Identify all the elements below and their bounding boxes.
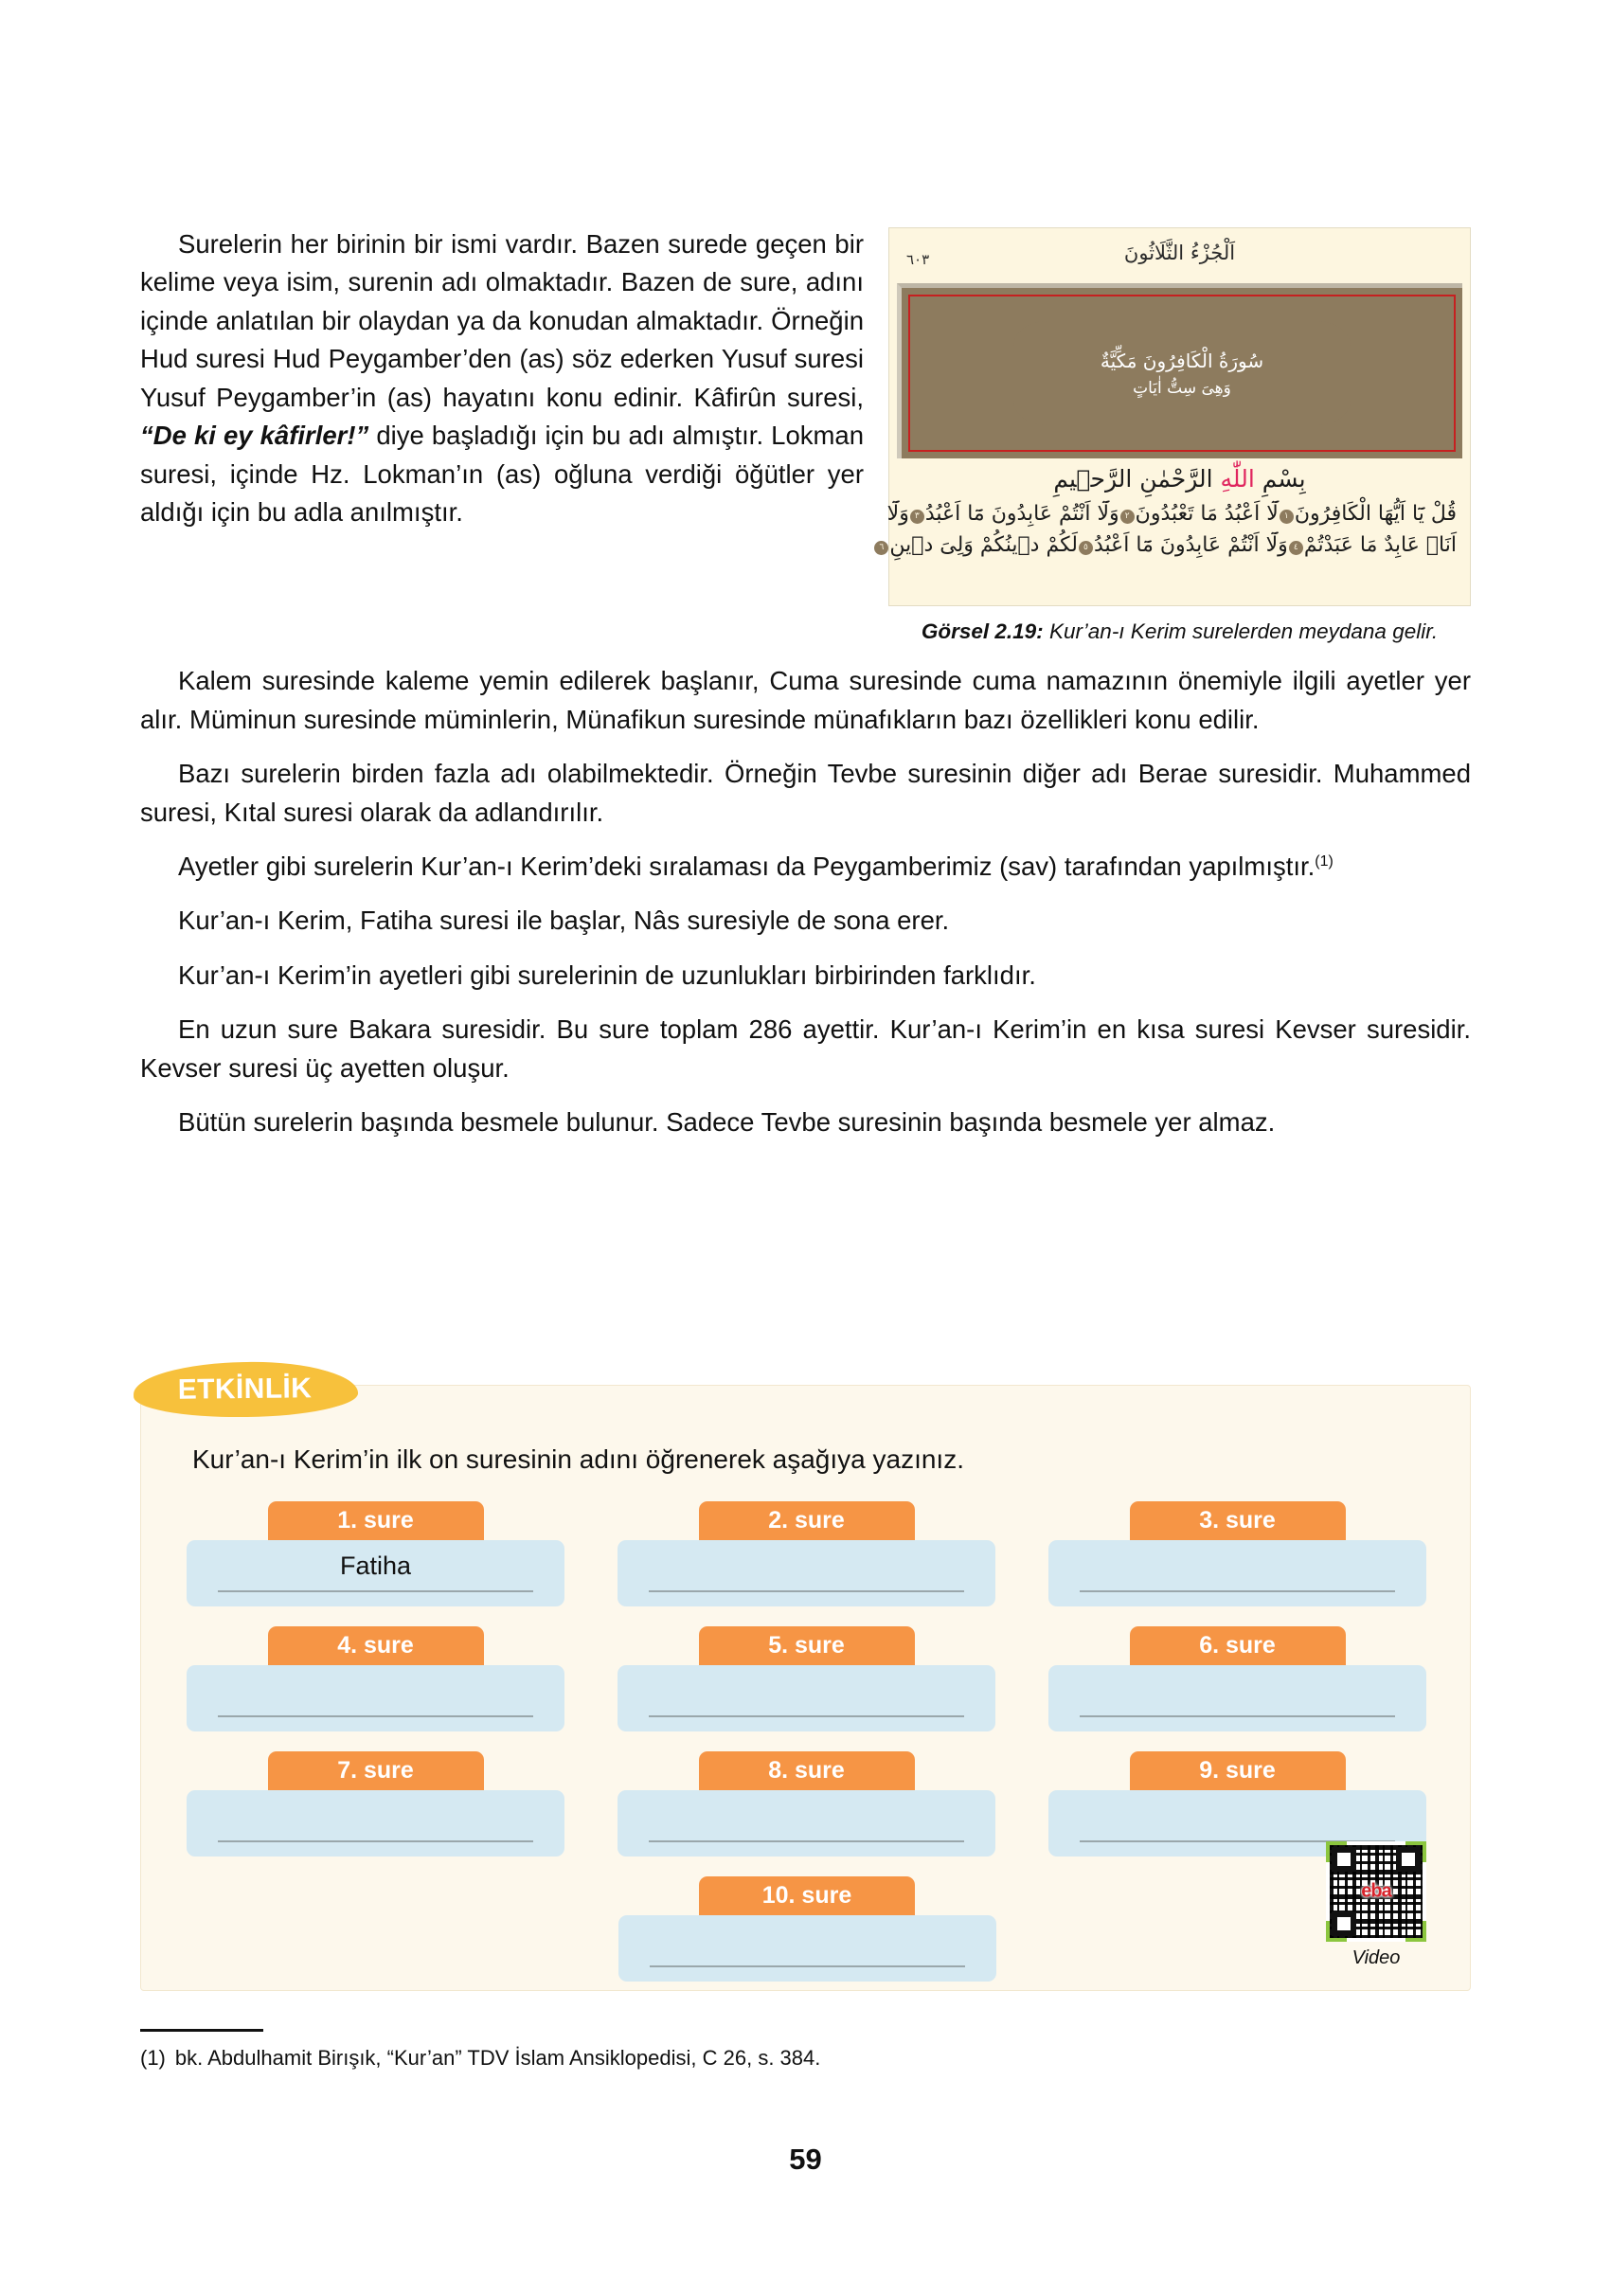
ayet-marker-4: ٤ bbox=[1289, 541, 1303, 555]
sure-input-2[interactable] bbox=[618, 1540, 995, 1606]
activity-instruction: Kur’an-ı Kerim’in ilk on suresinin adını öğrenerek aşağıya yazınız. bbox=[192, 1444, 964, 1474]
ayet-5: وَلَٓا اَنْتُمْ عَابِدُونَ مَٓا اَعْبُدُ bbox=[1093, 533, 1288, 557]
quran-ayet-row-1 bbox=[886, 502, 1457, 526]
qr-caption: Video bbox=[1351, 1947, 1401, 1968]
sure-tab-2 bbox=[699, 1501, 915, 1540]
eba-logo: eba bbox=[1361, 1880, 1391, 1902]
sure-input-10[interactable] bbox=[618, 1915, 996, 1982]
quran-ayet-row-2 bbox=[879, 533, 1457, 557]
sure-tab-6 bbox=[1130, 1626, 1346, 1665]
footnote-ref-1: (1) bbox=[1315, 852, 1334, 870]
paragraph-6: Kur’an-ı Kerim’in ayetleri gibi surelerinin de uzunlukları birbirinden farklıdır. bbox=[178, 960, 1036, 990]
quran-text-body bbox=[879, 465, 1457, 601]
ayet-3: وَلَٓا اَنْتُمْ عَابِدُونَ مَٓا اَعْبُدُ bbox=[924, 502, 1119, 526]
sure-tab-label-9: 9. sure bbox=[1199, 1757, 1276, 1784]
activity-box bbox=[140, 1372, 1471, 1991]
quran-cartouche bbox=[1013, 321, 1351, 425]
basmala-part-2: الرَّحْمٰنِ الرَّحٖيمِ bbox=[1053, 465, 1221, 493]
quran-page-image bbox=[879, 227, 1471, 606]
figure-caption-text: Kur’an-ı Kerim surelerden meydana gelir. bbox=[1043, 619, 1439, 643]
sure-tab-label-8: 8. sure bbox=[768, 1757, 845, 1784]
sure-tab-label-5: 5. sure bbox=[768, 1632, 845, 1659]
qr-block bbox=[1326, 1841, 1426, 1969]
quran-basmala bbox=[903, 465, 1457, 493]
sure-input-8[interactable] bbox=[618, 1790, 995, 1857]
paragraph-1-quote: “De ki ey kâfirler!” bbox=[140, 421, 369, 451]
figure-caption-label: Görsel 2.19: bbox=[921, 619, 1044, 643]
footnote-marker: (1) bbox=[140, 2046, 166, 2070]
sure-tab-label-10: 10. sure bbox=[761, 1882, 852, 1909]
sure-grid-row-4 bbox=[187, 1876, 1427, 1982]
basmala-part-1: بِسْمِ bbox=[1254, 465, 1306, 493]
sure-input-4[interactable] bbox=[187, 1665, 564, 1731]
sure-grid-row-1 bbox=[187, 1501, 1427, 1606]
sure-grid-row-3 bbox=[187, 1751, 1427, 1857]
sure-answer-1: Fatiha bbox=[339, 1551, 412, 1580]
sure-input-7[interactable] bbox=[187, 1790, 564, 1857]
quran-sure-title: سُورَةُ الْكَافِرُونَ مَكِّيَّةٌ bbox=[1100, 349, 1264, 372]
ayet-3-tail: وَلَٓا bbox=[886, 502, 909, 526]
ayet-1: قُلْ يَٓا اَيُّهَا الْكَافِرُونَ bbox=[1294, 502, 1457, 526]
quran-sure-frame bbox=[897, 283, 1462, 458]
ayet-marker-6: ٦ bbox=[874, 541, 888, 555]
top-section bbox=[140, 225, 1471, 1157]
paragraph-1-part-a: Surelerin her birinin bir ismi vardır. Bazen surede geçen bir kelime veya isim, surenin adı olmaktadır. Bazen de sure, adını içinde anlatılan bir olaydan ya da konudan almaktadır. Örneğin Hud suresi Hud Peygamber’den (as) söz ederken Yusuf suresi Yusuf Peygamber’in (as) hayatını konu edinir. Kâfirûn suresi, bbox=[140, 229, 864, 412]
ayet-6: لَكُمْ دٖينُكُمْ وَلِىَ دٖينِ bbox=[889, 533, 1078, 557]
page-number: 59 bbox=[789, 2143, 822, 2176]
sure-tab-9 bbox=[1130, 1751, 1346, 1790]
qr-corner-bottom-left bbox=[1326, 1921, 1347, 1942]
sure-input-1[interactable] bbox=[187, 1540, 564, 1606]
sure-cell-6 bbox=[1048, 1626, 1426, 1731]
sure-cell-7 bbox=[187, 1751, 564, 1857]
qr-corner-top-left bbox=[1326, 1841, 1347, 1862]
quran-header bbox=[889, 234, 1470, 281]
paragraph-7: En uzun sure Bakara suresidir. Bu sure toplam 286 ayettir. Kur’an-ı Kerim’in en kısa suresi Kevser suresidir. Kevser suresi üç ayetten oluşur. bbox=[140, 1014, 1471, 1083]
sure-input-5[interactable] bbox=[618, 1665, 995, 1731]
ayet-2: لَٓا اَعْبُدُ مَا تَعْبُدُونَ bbox=[1135, 502, 1279, 526]
paragraph-1-part-b: diye başladığı için bu adı almıştır. Lokman suresi, içinde Hz. Lokman’ın (as) oğluna verdiği öğütler yer aldığı için bu adla anılmıştır. bbox=[140, 421, 864, 527]
body-paragraphs bbox=[140, 662, 1471, 1141]
paragraph-4-text: Ayetler gibi surelerin Kur’an-ı Kerim’deki sıralaması da Peygamberimiz (sav) tarafından yapılmıştır. bbox=[178, 851, 1316, 881]
activity-badge-label: ETKİNLİK bbox=[177, 1372, 313, 1406]
sure-tab-8 bbox=[699, 1751, 915, 1790]
sure-cell-5 bbox=[618, 1626, 995, 1731]
basmala-allah: اللّٰهِ bbox=[1220, 465, 1255, 493]
sure-cell-8 bbox=[618, 1751, 995, 1857]
figure-caption bbox=[888, 618, 1471, 645]
sure-tab-1 bbox=[268, 1501, 484, 1540]
sure-tab-label-7: 7. sure bbox=[337, 1757, 414, 1784]
sure-tab-4 bbox=[268, 1626, 484, 1665]
quran-page-number: ٦٠٣ bbox=[906, 251, 930, 268]
footnote bbox=[140, 2046, 820, 2071]
sure-tab-7 bbox=[268, 1751, 484, 1790]
figure-quran bbox=[879, 227, 1471, 645]
sure-tab-10 bbox=[699, 1876, 915, 1915]
sure-grid-row-2 bbox=[187, 1626, 1427, 1731]
sure-cell-4 bbox=[187, 1626, 564, 1731]
sure-tab-label-4: 4. sure bbox=[337, 1632, 414, 1659]
ayet-marker-3: ٣ bbox=[910, 510, 924, 524]
paragraph-4 bbox=[140, 848, 1471, 886]
ayet-4: اَنَا۬ عَابِدٌ مَا عَبَدْتُمْ bbox=[1303, 533, 1457, 557]
sure-tab-label-2: 2. sure bbox=[768, 1507, 845, 1534]
sure-cell-10 bbox=[618, 1876, 996, 1982]
qr-corner-top-right bbox=[1405, 1841, 1426, 1862]
footnote-text: bk. Abdulhamit Birışık, “Kur’an” TDV İslam Ansiklopedisi, C 26, s. 384. bbox=[174, 2046, 821, 2070]
ayet-marker-1: ١ bbox=[1280, 510, 1294, 524]
sure-cell-2 bbox=[618, 1501, 995, 1606]
sure-cell-1 bbox=[187, 1501, 564, 1606]
quran-juz-header: اَلْجُزْءُ الثَّلَاثُونَ bbox=[1123, 242, 1236, 264]
qr-corner-bottom-right bbox=[1405, 1921, 1426, 1942]
sure-tab-5 bbox=[699, 1626, 915, 1665]
paragraph-3: Bazı surelerin birden fazla adı olabilmektedir. Örneğin Tevbe suresinin diğer adı Berae suresidir. Muhammed suresi, Kıtal suresi olarak da adlandırılır. bbox=[140, 759, 1471, 827]
sure-input-6[interactable] bbox=[1048, 1665, 1426, 1731]
paragraph-2: Kalem suresinde kaleme yemin edilerek başlanır, Cuma suresinde cuma namazının önemiyle ilgili ayetler yer alır. Müminun suresinde müminlerin, Münafikun suresinde münafıkların bazı özellikleri konu edilir. bbox=[140, 666, 1471, 734]
footnote-divider bbox=[140, 2029, 263, 2032]
qr-code-icon[interactable] bbox=[1326, 1841, 1426, 1942]
activity-badge bbox=[134, 1361, 357, 1418]
quran-illumination bbox=[908, 295, 1456, 452]
sure-tab-label-3: 3. sure bbox=[1199, 1507, 1276, 1534]
quran-ayet-count: وَهِىَ سِتُّ اٰيَاتٍ bbox=[1133, 378, 1231, 398]
ayet-marker-2: ٢ bbox=[1120, 510, 1135, 524]
sure-cell-3 bbox=[1048, 1501, 1426, 1606]
sure-input-3[interactable] bbox=[1048, 1540, 1426, 1606]
ayet-marker-5: ٥ bbox=[1079, 541, 1093, 555]
intro-wrap bbox=[140, 225, 1471, 645]
paragraph-5: Kur’an-ı Kerim, Fatiha suresi ile başlar, Nâs suresiyle de sona erer. bbox=[178, 906, 950, 936]
sure-tab-label-6: 6. sure bbox=[1199, 1632, 1276, 1659]
paragraph-8: Bütün surelerin başında besmele bulunur. Sadece Tevbe suresinin başında besmele yer almaz. bbox=[178, 1107, 1276, 1138]
sure-tab-label-1: 1. sure bbox=[337, 1507, 414, 1534]
sure-grid bbox=[187, 1501, 1427, 2001]
sure-tab-3 bbox=[1130, 1501, 1346, 1540]
